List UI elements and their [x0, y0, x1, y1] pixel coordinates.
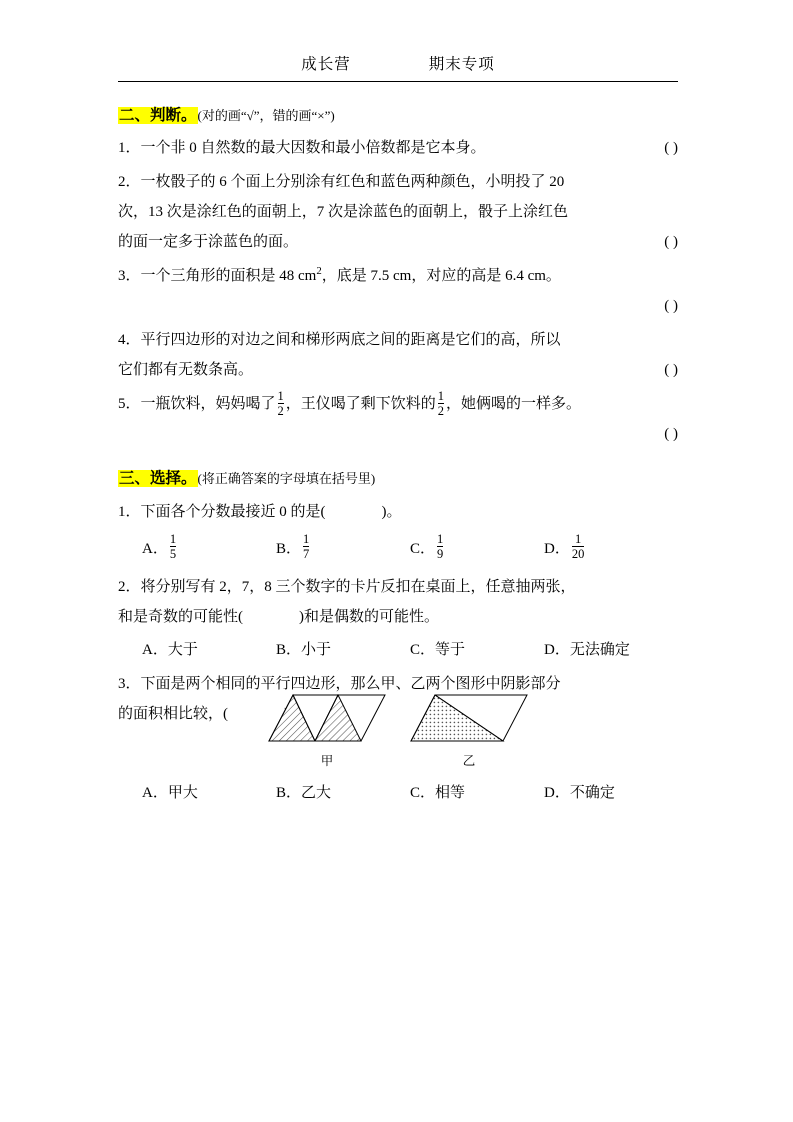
choice-q2-text-b: )和是偶数的可能性。 — [299, 608, 439, 625]
section-title-judge: 二、判断。 — [119, 107, 197, 124]
judge-q4-line1 — [118, 325, 678, 355]
choice-q3-option-b[interactable] — [276, 781, 410, 802]
choice-q3-option-c[interactable] — [410, 781, 544, 802]
judge-q4-answer-paren[interactable]: ( ) — [664, 362, 678, 379]
fraction-numerator: 1 — [169, 531, 177, 546]
option-text: 大于 — [167, 641, 198, 658]
judge-q4-text-line1: 平行四边形的对边之间和梯形两底之间的距离是它们的高，所以 — [140, 332, 561, 349]
fraction-numerator: 1 — [574, 531, 582, 546]
judge-q2-line3 — [118, 227, 678, 257]
section-heading-judge — [118, 104, 678, 127]
option-text: 相等 — [435, 784, 466, 801]
header-right-title: 期末专项 — [428, 56, 495, 73]
judge-q2-number: 2． — [118, 174, 141, 191]
option-fraction — [572, 532, 585, 561]
fraction-denominator: 2 — [277, 404, 284, 419]
judge-q2-line1 — [118, 167, 678, 197]
option-label: C． — [410, 784, 436, 801]
header-divider — [118, 81, 678, 82]
section-note-judge: (对的画“√”，错的画“×”) — [197, 108, 335, 123]
choice-q3-number: 3． — [118, 675, 141, 692]
choice-q2-number: 2． — [118, 578, 141, 595]
choice-q1-options — [118, 533, 678, 562]
judge-q1-text: 一个非 0 自然数的最大因数和最小倍数都是它本身。 — [140, 140, 486, 157]
option-text: 等于 — [435, 641, 466, 658]
fraction-denominator: 9 — [437, 546, 444, 561]
fraction-numerator: 1 — [303, 531, 310, 546]
judge-q3-superscript: 2 — [316, 265, 322, 278]
choice-q2-line1 — [118, 572, 678, 602]
page-content — [118, 52, 678, 812]
judge-question-5 — [118, 389, 678, 449]
choice-q2-option-b[interactable] — [276, 638, 410, 659]
option-fraction — [437, 532, 443, 561]
judge-q1-answer-paren[interactable]: ( ) — [664, 140, 678, 157]
choice-q1-number: 1． — [118, 503, 141, 520]
judge-q5-fraction-1 — [278, 389, 284, 418]
judge-q5-answer-paren[interactable]: ( ) — [664, 426, 678, 443]
choice-q3-option-d[interactable] — [544, 781, 678, 802]
fraction-numerator: 1 — [437, 389, 445, 404]
option-text: 小于 — [301, 641, 332, 658]
judge-q3-number: 3． — [118, 268, 141, 285]
judge-q3-line1 — [118, 261, 678, 291]
choice-q1-text-b: )。 — [381, 503, 402, 520]
choice-q2-text-a: 和是奇数的可能性( — [118, 608, 243, 625]
option-label: B． — [276, 784, 302, 801]
document-header — [118, 52, 678, 81]
fraction-numerator: 1 — [437, 531, 444, 546]
option-text: 不确定 — [569, 784, 615, 801]
fraction-denominator: 20 — [571, 546, 585, 561]
choice-q1-option-b[interactable] — [276, 533, 410, 562]
judge-q5-number: 5． — [118, 396, 141, 413]
section-note-choice: (将正确答案的字母填在括号里) — [197, 471, 376, 487]
judge-q5-line1 — [118, 389, 678, 419]
judge-q5-fraction-2 — [438, 389, 444, 418]
judge-q1-number: 1． — [118, 140, 141, 157]
option-label: A． — [142, 641, 168, 658]
judge-q4-text-line2: 它们都有无数条高。 — [118, 362, 254, 379]
judge-question-1 — [118, 133, 678, 163]
option-text: 甲大 — [167, 784, 198, 801]
judge-q2-answer-paren[interactable]: ( ) — [664, 234, 678, 251]
option-label: D． — [544, 641, 570, 658]
choice-question-2 — [118, 572, 678, 632]
choice-q2-option-a[interactable] — [142, 638, 276, 659]
option-fraction — [170, 532, 176, 561]
option-label: D． — [544, 784, 570, 801]
judge-q5-text-b: ，王仪喝了剩下饮料的 — [285, 396, 436, 413]
option-label: C． — [410, 641, 436, 658]
judge-q4-line2 — [118, 355, 678, 385]
judge-q5-text-c: ，她俩喝的一样多。 — [446, 396, 582, 413]
option-text: 乙大 — [301, 784, 332, 801]
fraction-denominator: 7 — [303, 546, 310, 561]
option-fraction — [303, 532, 309, 561]
header-left-title: 成长营 — [301, 56, 351, 73]
choice-q3-text-line1: 下面是两个相同的平行四边形，那么甲、乙两个图形中阴影部分 — [140, 675, 561, 692]
judge-q5-line2 — [118, 419, 678, 449]
option-label: A． — [142, 784, 168, 801]
choice-q2-text-line1: 将分别写有 2，7，8 三个数字的卡片反扣在桌面上，任意抽两张， — [140, 578, 576, 595]
choice-q1-option-a[interactable] — [142, 533, 276, 562]
choice-question-1 — [118, 497, 678, 527]
figure-jia-caption: 甲 — [320, 753, 334, 768]
figure-jia — [267, 689, 387, 769]
option-text: 无法确定 — [569, 641, 630, 658]
choice-q2-line2 — [118, 602, 678, 632]
option-label: A． — [142, 540, 168, 557]
option-label: C． — [410, 540, 436, 557]
choice-q2-option-c[interactable] — [410, 638, 544, 659]
parallelogram-jia-diagram — [267, 689, 387, 745]
choice-q3-options — [118, 781, 678, 802]
judge-q5-text-a: 一瓶饮料，妈妈喝了 — [140, 396, 276, 413]
judge-question-3 — [118, 261, 678, 321]
parallelogram-yi-diagram — [409, 689, 529, 745]
option-label: B． — [276, 641, 302, 658]
judge-q2-text-line3: 的面一定多于涂蓝色的面。 — [118, 234, 299, 251]
fraction-numerator: 1 — [277, 389, 284, 404]
choice-q3-option-a[interactable] — [142, 781, 276, 802]
judge-q2-line2: 次，13 次是涂红色的面朝上，7 次是涂蓝色的面朝上，骰子上涂红色 — [118, 204, 569, 221]
judge-q3-line2 — [118, 291, 678, 321]
section-title-choice: 三、选择。 — [119, 470, 197, 488]
judge-question-2 — [118, 167, 678, 257]
judge-q3-text-b: ，底是 7.5 cm，对应的高是 6.4 cm。 — [321, 268, 561, 285]
option-label: B． — [276, 540, 302, 557]
judge-q2-text-line1: 一枚骰子的 6 个面上分别涂有红色和蓝色两种颜色，小明投了 20 — [140, 174, 565, 191]
fraction-denominator: 2 — [437, 404, 445, 419]
choice-q1-option-d[interactable] — [544, 533, 678, 562]
choice-q1-text-a: 下面各个分数最接近 0 的是( — [140, 503, 326, 520]
choice-q3-text-a: 的面积相比较，( — [118, 705, 228, 722]
judge-question-4 — [118, 325, 678, 385]
figure-yi-caption: 乙 — [462, 753, 476, 768]
fraction-denominator: 5 — [169, 546, 177, 561]
judge-q3-answer-paren[interactable]: ( ) — [664, 298, 678, 315]
judge-q4-number: 4． — [118, 332, 141, 349]
choice-q2-option-d[interactable] — [544, 638, 678, 659]
option-label: D． — [544, 540, 570, 557]
section-heading-choice — [118, 467, 678, 490]
choice-q2-options — [118, 638, 678, 659]
choice-q1-option-c[interactable] — [410, 533, 544, 562]
figure-yi — [409, 689, 529, 769]
judge-q3-text-a: 一个三角形的面积是 48 cm — [140, 268, 317, 285]
